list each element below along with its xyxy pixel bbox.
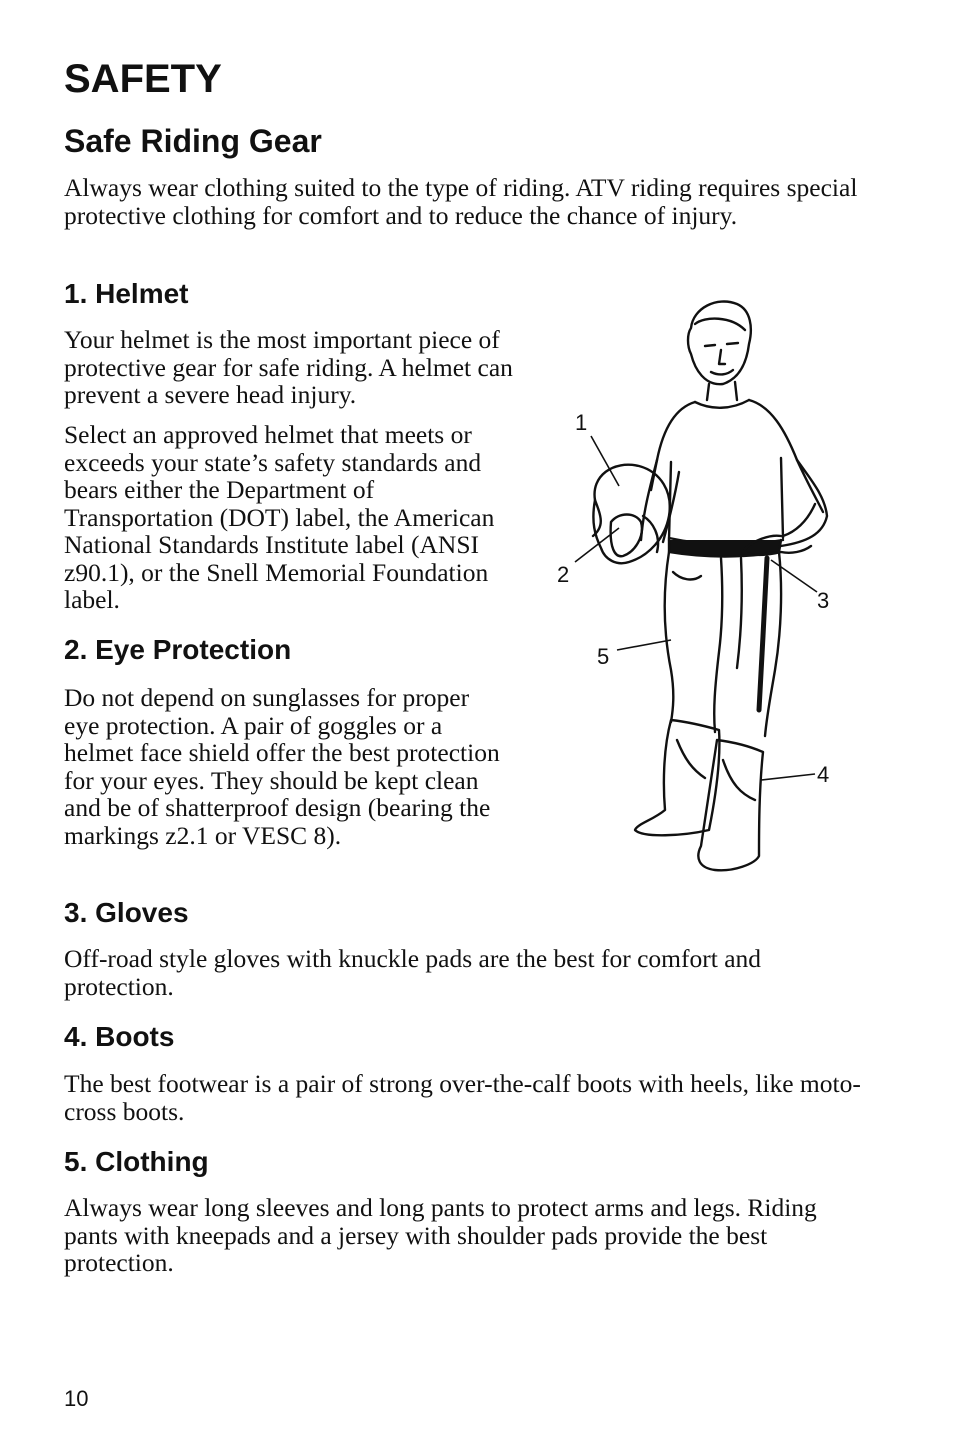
boots-paragraph: The best footwear is a pair of strong over-the-calf boots with heels, like moto-cross boots. <box>64 1069 861 1126</box>
rider-head <box>688 301 751 384</box>
section-title: SAFETY <box>64 57 222 101</box>
eye-protection-paragraph: Do not depend on sunglasses for proper eye protection. A pair of goggles or a helmet face shield offer the best protection for your eyes. They should be kept clean and be of shatterproof design (bearing the markings z2.1 or VESC 8). <box>64 683 500 850</box>
callout-3: 3 <box>817 588 830 613</box>
heading-clothing: 5. Clothing <box>64 1146 209 1177</box>
page-number: 10 <box>64 1386 89 1411</box>
helmet-paragraph-1: Your helmet is the most important piece of protective gear for safe riding. A helmet can prevent a severe head injury. <box>64 325 513 409</box>
heading-boots: 4. Boots <box>64 1021 175 1052</box>
intro-paragraph: Always wear clothing suited to the type of riding. ATV riding requires special protective clothing for comfort and to reduce the chance of injury. <box>64 173 858 230</box>
gloves-paragraph: Off-road style gloves with knuckle pads are the best for comfort and protection. <box>64 944 762 1001</box>
helmet-paragraph-2: Select an approved helmet that meets or exceeds your state’s safety standards and bears either the Department of Transportation (DOT) label, the American National Standards Institute label (ANSI z90.1), or the Snell Memorial Foundation label. <box>64 420 495 614</box>
heading-gloves: 3. Gloves <box>64 897 189 928</box>
page-title: Safe Riding Gear <box>64 123 322 159</box>
callout-2: 2 <box>557 562 570 587</box>
callout-1: 1 <box>575 410 588 435</box>
heading-helmet: 1. Helmet <box>64 278 189 309</box>
rider-boot-right <box>698 740 763 870</box>
rider-boot-left <box>635 720 719 835</box>
callout-5: 5 <box>597 644 610 669</box>
rider-jersey <box>651 400 823 512</box>
heading-eye-protection: 2. Eye Protection <box>64 634 292 665</box>
rider-gear-illustration <box>545 290 855 880</box>
callout-4: 4 <box>817 762 830 787</box>
clothing-paragraph: Always wear long sleeves and long pants to protect arms and legs. Riding pants with kneepads and a jersey with shoulder pads provide the best protection. <box>64 1193 817 1277</box>
